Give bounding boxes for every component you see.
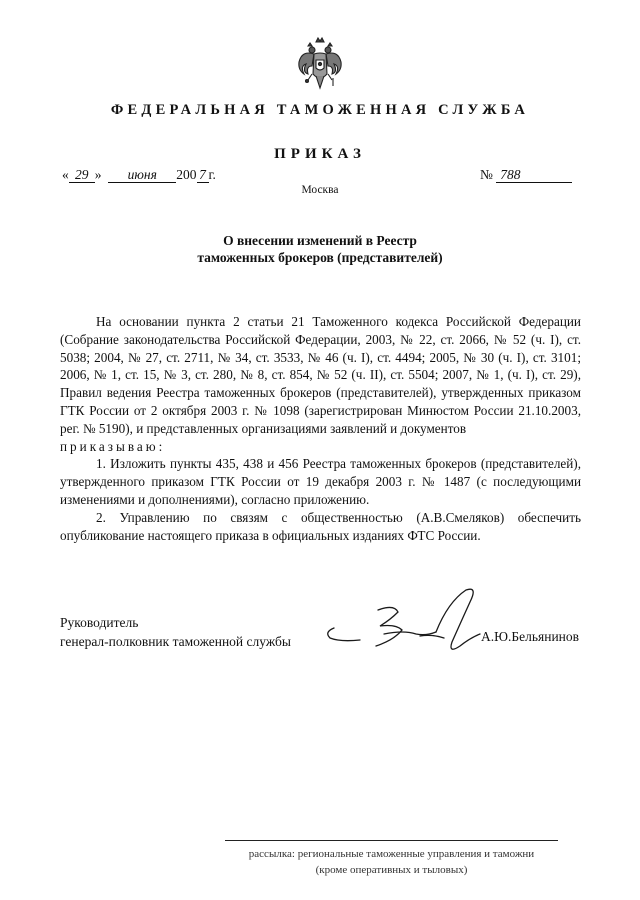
order-date — [62, 167, 216, 183]
distribution-line-1: рассылка: региональные таможенные управления и таможни — [248, 848, 535, 860]
order-item-2: 2. Управлению по связям с общественностью (А.В.Смеляков) обеспечить опубликование настоящего приказа в официальных изданиях ФТС России. — [60, 509, 581, 543]
preamble-paragraph: На основании пункта 2 статьи 21 Таможенного кодекса Российской Федерации (Собрание законодательства Российской Федерации, 2003, № 22, ст. 2066, № 52 (ч. I), ст. 5038; 2004, № 27, ст. 2711, № 34, ст. 3533, № 46 (ч. I), ст. 4494; 2005, № 30 (ч. I), ст. 3101; 2006, № 1, ст. 15, № 3, ст. 280, № 8, ст. 854, № 52 (ч. II), ст. 5504; 2007, № 1, (ч. I), ст. 29), Правил ведения Реестра таможенных брокеров (представителей), утвержденных приказом ГТК России от 2 октября 2003 г. № 1098 (зарегистрирован Минюстом России 21.10.2003, рег. № 5190), и представленных организациями заявлений и документов — [60, 314, 581, 436]
distribution-note — [225, 846, 558, 878]
date-year-prefix: 200 — [176, 167, 197, 182]
date-day: 29 — [69, 168, 95, 183]
distribution-line-2: (кроме оперативных и тыловых) — [315, 864, 468, 876]
number-label: № — [480, 167, 493, 182]
handwritten-signature — [320, 584, 500, 660]
date-year-suffix: 7 — [197, 168, 209, 183]
coat-of-arms-icon — [296, 36, 344, 96]
order-word: приказываю: — [60, 438, 166, 454]
date-open-quote: « — [62, 167, 69, 182]
subject-line-2: таможенных брокеров (представителей) — [197, 250, 443, 265]
divider — [225, 840, 558, 841]
signatory-name: А.Ю.Бельянинов — [481, 629, 580, 644]
date-close-quote: » — [94, 167, 102, 182]
signatory-title — [60, 613, 291, 651]
date-month: июня — [108, 168, 176, 183]
organization-name: ФЕДЕРАЛЬНАЯ ТАМОЖЕННАЯ СЛУЖБА — [110, 102, 530, 118]
order-number — [480, 167, 572, 183]
document-type: ПРИКАЗ — [274, 146, 366, 162]
city: Москва — [301, 184, 339, 196]
order-subject — [0, 232, 640, 266]
signatory-title-line-1: Руководитель — [60, 615, 139, 630]
subject-line-1: О внесении изменений в Реестр — [223, 233, 417, 248]
number-value: 788 — [496, 168, 572, 183]
date-year-mark: г. — [208, 167, 216, 182]
order-body — [60, 313, 581, 544]
order-item-1: 1. Изложить пункты 435, 438 и 456 Реестра таможенных брокеров (представителей), утвержденного приказом ГТК России от 19 декабря 2003 г. № 1487 (с последующими изменениями и дополнениями), согласно приложению. — [60, 456, 581, 507]
signatory-title-line-2: генерал-полковник таможенной службы — [60, 634, 291, 649]
